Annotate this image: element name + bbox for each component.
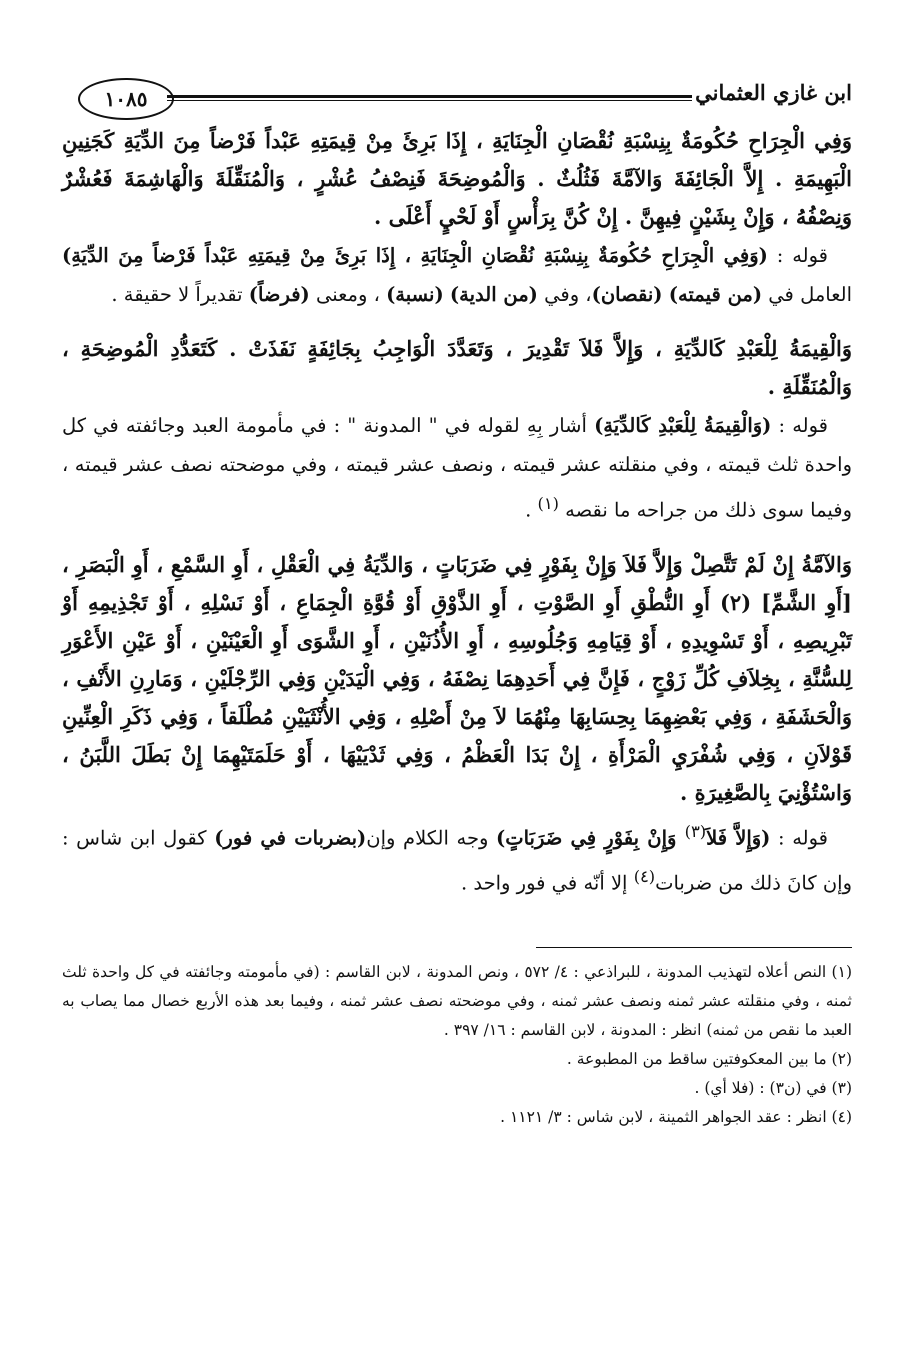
quoted-matn: (وَإِلاَّ فَلاَ [706,826,771,849]
quoted-matn: (بضربات في فور) [214,826,367,849]
commentary-text: أشار بِهِ لقوله في " المدونة " : في مأمومة العبد وجائفته في كل واحدة ثلث قيمته ، وفي منقلته عشر قيمته ، ونصف عشر قيمته ، وفي موضحته نصف عشر قيمته ، وفيما سوى ذلك من جراحه ما نقصه [62,414,852,522]
footnote-4: (٤) انظر : عقد الجواهر الثمينة ، لابن شاس : ٣/ ١١٢١ . [500,1107,852,1126]
quoted-matn: (وَالْقِيمَةُ لِلْعَبْدِ كَالدِّيَةِ) [594,414,772,437]
sharh-paragraph-2 [62,406,852,530]
commentary-text: قوله : [770,826,828,849]
commentary-text: قوله : [767,244,829,267]
sharh-paragraph-3 [62,812,852,903]
header-rule [167,95,692,101]
commentary-text: إلا أنّه في فور واحد . [460,871,634,895]
quoted-matn: (وَفِي الْجِرَاحِ حُكُومَةٌ بِنِسْبَةِ نُقْصَانِ الْجِنَايَةِ ، إِذَا بَرِئَ مِنْ قِيمَتِهِ عَبْداً فَرْضاً مِنَ الدِّيَةِ) [62,244,768,267]
page-number-text: ١٠٨٥ [104,87,148,111]
footnotes [62,958,852,1132]
quoted-matn: وَإِنْ بِفَوْرٍ فِي ضَرَبَاتٍ) [496,826,685,849]
commentary-text: وجه الكلام وإن [366,826,497,849]
quoted-matn: (نسبة) [386,283,444,306]
matn-paragraph-3: وَالآمَّةُ إِنْ لَمْ تَتَّصِلْ وَإِلاَّ فَلاَ وَإِنْ بِفَوْرٍ فِي ضَرَبَاتٍ ، وَالدِّيَةُ فِي الْعَقْلِ ، أَوِ السَّمْعِ ، أَوِ الْبَصَرِ ، [أَوِ الشَّمِّ] (٢) أَوِ النُّطْقِ أَوِ الصَّوْتِ ، أَوِ الذَّوْقِ أَوْ قُوَّةِ الْجِمَاعِ ، أَوْ نَسْلِهِ ، أَوْ تَجْذِيمِهِ أَوْ تَبْرِيصِهِ ، أَوْ تَسْوِيدِهِ ، أَوْ قِيَامِهِ وَجُلُوسِهِ ، أَوِ الأُذُنَيْنِ ، أَوِ الشَّوَى أَوِ الْعَيْنَيْنِ ، أَوْ عَيْنِ الأَعْوَرِ لِلسُّنَّةِ ، بِخِلاَفِ كُلِّ زَوْجٍ ، فَإِنَّ فِي أَحَدِهِمَا نِصْفَهُ ، وَفِي الْيَدَيْنِ وَفِي الرِّجْلَيْنِ ، وَمَارِنِ الأَنْفِ ، وَالْحَشَفَةِ ، وَفِي بَعْضِهِمَا بِحِسَابِهَا مِنْهُمَا لاَ مِنْ أَصْلِهِ ، وَفِي الأُنْثَيَيْنِ مُطْلَقاً ، وَفِي ذَكَرِ الْعِنِّينِ قَوْلاَنِ ، وَفِي شُفْرَيِ الْمَرْأَةِ ، إِنْ بَدَا الْعَظْمُ ، وَفِي ثَدْيَيْهَا ، أَوْ حَلَمَتَيْهِمَا إِنْ بَطَلَ اللَّبَنُ ، وَاسْتُؤْنِيَ بِالصَّغِيرَةِ . [62,551,853,805]
quoted-matn: (فرضاً) [248,283,310,306]
commentary-text: كقول ابن شاس : وإن كانَ ذلك من ضربات [62,826,852,895]
commentary-text: ، وفي [537,283,592,306]
book-page [62,60,852,1310]
commentary-text: العامل في [762,283,852,306]
spacer [62,314,852,330]
commentary-text: . [525,498,538,522]
matn-paragraph-1: وَفِي الْجِرَاحِ حُكُومَةٌ بِنِسْبَةِ نُقْصَانِ الْجِنَايَةِ ، إِذَا بَرِئَ مِنْ قِيمَتِهِ عَبْداً فَرْضاً مِنَ الدِّيَةِ كَجَنِينِ الْبَهِيمَةِ . إِلاَّ الْجَائِفَةَ وَالآمَّةَ فَثُلُثٌ . وَالْمُوضِحَةَ فَنِصْفُ عُشْرٍ ، وَالْمُنَقِّلَةَ وَالْهَاشِمَةَ فَعُشْرٌ وَنِصْفُهُ ، وَإِنْ بِشَيْنٍ فِيهِنَّ . إِنْ كُنَّ بِرَأْسٍ أَوْ لَحْيٍ أَعْلَى . [62,128,852,229]
commentary-text: ، ومعنى [309,283,387,306]
running-title: ابن غازي العثماني [695,80,852,105]
page-header [62,60,852,122]
quoted-matn: (نقصان) [591,283,663,306]
footnote-3: (٣) في (ن٣) : (فلا أي) . [694,1078,852,1097]
matn-paragraph-2: وَالْقِيمَةُ لِلْعَبْدِ كَالدِّيَةِ ، وَإِلاَّ فَلاَ تَقْدِيرَ ، وَتَعَدَّدَ الْوَاجِبُ بِجَائِفَةٍ نَفَذَتْ . كَتَعَدُّدِ الْمُوضِحَةِ ، وَالْمُنَقِّلَةِ . [62,336,852,399]
commentary-text: تقديراً لا حقيقة . [111,283,249,306]
sharh-paragraph-1 [62,236,852,314]
commentary-text: قوله : [771,414,828,437]
quoted-matn: (من قيمته) [668,283,763,306]
footnote-ref: (٣) [684,821,707,841]
footnote-1: (١) النص أعلاه لتهذيب المدونة ، للبراذعي : ٤/ ٥٧٢ ، ونص المدونة ، لابن القاسم : (في مأمومته وجائفته في كل واحدة ثلث ثمنه ، وفي منقلته عشر ثمنه ونصف عشر ثمنه ، وفي موضحته نصف عشر ثمنه ، وفيما بعد هذه الأربع خصال مما يصاب به العبد ما نقص من ثمنه) انظر : المدونة ، لابن القاسم : ١٦/ ٣٩٧ . [62,962,852,1039]
quoted-matn: (من الدية) [449,283,538,306]
page-number [78,78,174,120]
footnote-separator [536,947,852,948]
footnote-ref: (٤) [633,867,656,886]
spacer [62,530,852,546]
footnote-2: (٢) ما بين المعكوفتين ساقط من المطبوعة . [566,1049,852,1068]
footnote-ref: (١) [537,494,559,513]
